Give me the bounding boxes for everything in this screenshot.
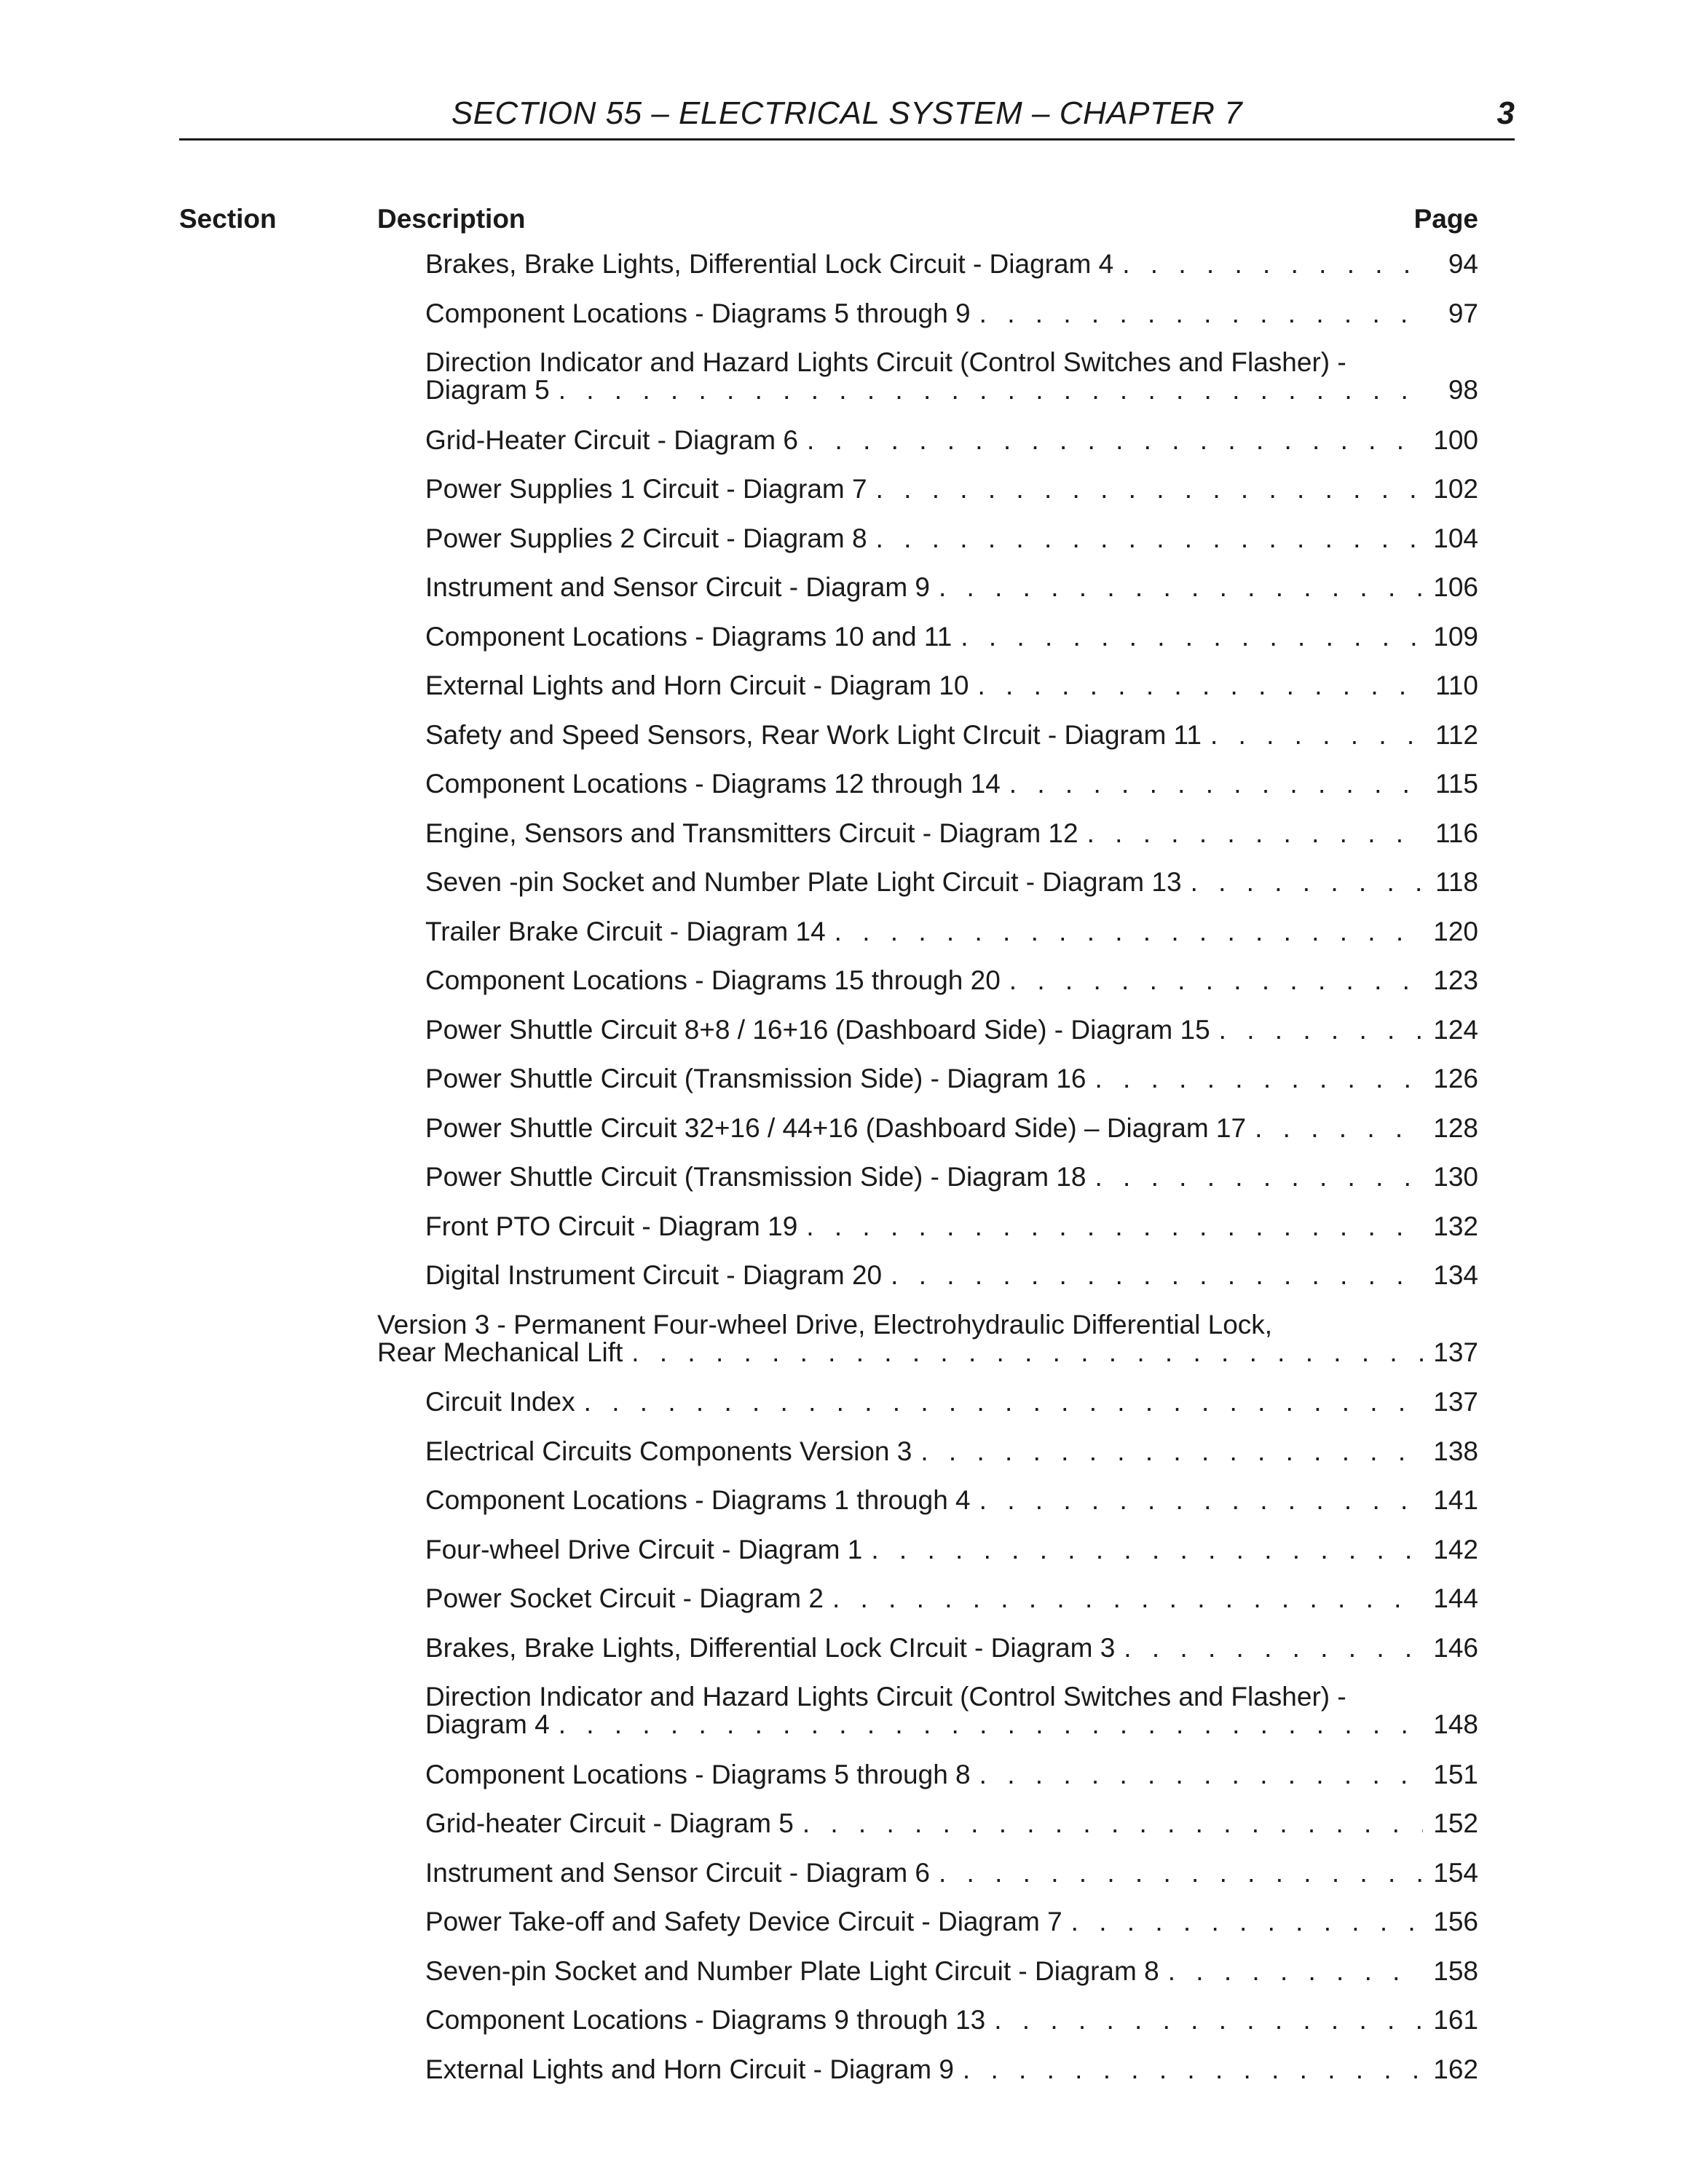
toc-page-number: 109 (1433, 621, 1478, 652)
dot-leader (961, 623, 1423, 651)
toc-entry (425, 1262, 1478, 1289)
toc-entry-text: Instrument and Sensor Circuit - Diagram 9 (425, 572, 930, 602)
page-title: SECTION 55 – ELECTRICAL SYSTEM – CHAPTER 7 (451, 95, 1243, 131)
toc-entry-text: Power Take-off and Safety Device Circuit - Diagram 7 (425, 1907, 1062, 1936)
toc-entry-text: Power Supplies 2 Circuit - Diagram 8 (425, 523, 867, 553)
dot-leader (1255, 1115, 1423, 1142)
toc-entry (425, 1112, 1478, 1143)
dot-leader (807, 427, 1423, 454)
dot-leader (1095, 1065, 1423, 1093)
toc-entry (425, 1810, 1478, 1837)
toc-entry (425, 1065, 1478, 1093)
column-header-description: Description (377, 204, 526, 234)
dot-leader (835, 918, 1423, 946)
toc-entry (425, 1536, 1478, 1564)
dot-leader (978, 672, 1424, 700)
dot-leader (1009, 967, 1423, 994)
toc-entry-text: Component Locations - Diagrams 5 through 9 (425, 298, 971, 328)
toc-page-number: 152 (1433, 1808, 1478, 1838)
toc-page-number: 112 (1435, 719, 1478, 750)
toc-entry-text: Electrical Circuits Components Version 3 (425, 1436, 912, 1466)
dot-leader (891, 1262, 1423, 1289)
dot-leader (559, 376, 1423, 404)
toc-entry-text: Component Locations - Diagrams 12 through 14 (425, 769, 1001, 799)
toc-entry (425, 525, 1478, 553)
dot-leader (1124, 1634, 1423, 1662)
toc-entry-text: Power Shuttle Circuit 8+8 / 16+16 (Dashboard Side) - Diagram 15 (425, 1014, 1210, 1045)
dot-leader (802, 1810, 1423, 1837)
dot-leader (979, 1487, 1423, 1514)
toc-entry-text: Four-wheel Drive Circuit - Diagram 1 (425, 1534, 863, 1564)
dot-leader (1219, 1016, 1423, 1044)
toc-page-number: 142 (1433, 1534, 1478, 1564)
toc-entry-text: Circuit Index (425, 1387, 575, 1417)
toc-page-number: 134 (1433, 1260, 1478, 1290)
dot-leader (1191, 869, 1423, 896)
toc-entry-text: Safety and Speed Sensors, Rear Work Light CIrcuit - Diagram 11 (425, 719, 1202, 750)
dot-leader (1095, 1163, 1423, 1191)
dot-leader (979, 1761, 1423, 1789)
column-header-section: Section (179, 204, 277, 234)
dot-leader (876, 525, 1423, 553)
toc-entry (425, 1163, 1478, 1191)
toc-entry-text: Component Locations - Diagrams 9 through 13 (425, 2005, 986, 2035)
toc-page-number: 148 (1433, 1709, 1478, 1739)
toc-entry (425, 1634, 1478, 1662)
toc-page-number: 132 (1433, 1211, 1478, 1241)
toc-page-number: 154 (1433, 1857, 1478, 1888)
dot-leader (979, 300, 1423, 328)
dot-leader (1168, 1958, 1423, 1985)
toc-page-number: 120 (1433, 916, 1478, 946)
page-header (179, 93, 1515, 141)
toc-entry-text: Power Shuttle Circuit 32+16 / 44+16 (Dashboard Side) – Diagram 17 (425, 1112, 1247, 1143)
toc-entry (425, 721, 1478, 749)
toc-entry-text: Component Locations - Diagrams 15 through 20 (425, 965, 1001, 995)
toc-page-number: 124 (1433, 1014, 1478, 1045)
toc-page-number: 106 (1433, 572, 1478, 602)
toc-page-number: 100 (1433, 424, 1478, 455)
toc-page-number: 97 (1448, 298, 1478, 328)
dot-leader (994, 2006, 1423, 2034)
toc-entry-text: Digital Instrument Circuit - Diagram 20 (425, 1260, 883, 1290)
toc-page-number: 141 (1433, 1485, 1478, 1515)
toc-page-number: 156 (1433, 1907, 1478, 1936)
column-header-page: Page (1413, 204, 1478, 234)
toc-page-number: 123 (1433, 965, 1478, 995)
toc-entry-text: Version 3 - Permanent Four-wheel Drive, Electrohydraulic Differential Lock, (377, 1309, 1273, 1340)
toc-entry-text: Diagram 5 (425, 375, 550, 405)
dot-leader (1087, 820, 1423, 847)
toc-entry-text: Trailer Brake Circuit - Diagram 14 (425, 916, 826, 946)
toc-page-number: 137 (1433, 1387, 1478, 1417)
toc-entry (425, 300, 1478, 328)
dot-leader (1071, 1908, 1423, 1936)
toc-entry-text: Grid-heater Circuit - Diagram 5 (425, 1808, 794, 1838)
toc-entry-text: Direction Indicator and Hazard Lights Circuit (Control Switches and Flasher) - (425, 1682, 1346, 1712)
toc-entry (425, 820, 1478, 847)
toc-entry-text: Component Locations - Diagrams 1 through 4 (425, 1485, 971, 1515)
dot-leader (832, 1585, 1423, 1613)
toc-page-number: 144 (1433, 1583, 1478, 1613)
dot-leader (806, 1213, 1423, 1241)
toc-entry-text: Direction Indicator and Hazard Lights Circuit (Control Switches and Flasher) - (425, 347, 1346, 377)
toc-page-number: 151 (1433, 1759, 1478, 1789)
toc-entry-text: Power Supplies 1 Circuit - Diagram 7 (425, 474, 867, 504)
dot-leader (1009, 770, 1423, 798)
toc-page-number: 162 (1433, 2054, 1478, 2084)
toc-page-number: 115 (1435, 769, 1478, 799)
toc-page-number: 161 (1433, 2005, 1478, 2035)
toc-entry (425, 623, 1478, 651)
toc-entry-text: Seven -pin Socket and Number Plate Light Circuit - Diagram 13 (425, 867, 1182, 897)
toc-entry-text: Power Shuttle Circuit (Transmission Side) - Diagram 16 (425, 1064, 1086, 1093)
toc-page-number: 116 (1435, 818, 1478, 848)
toc-entry-text: Grid-Heater Circuit - Diagram 6 (425, 424, 798, 455)
dot-leader (963, 2056, 1423, 2084)
toc-page-number: 146 (1433, 1632, 1478, 1663)
toc-entry (425, 1438, 1478, 1465)
toc-entry-text: Instrument and Sensor Circuit - Diagram 6 (425, 1857, 930, 1888)
toc-entry-text: Brakes, Brake Lights, Differential Lock CIrcuit - Diagram 3 (425, 1632, 1116, 1663)
toc-page-number: 102 (1433, 474, 1478, 504)
toc-page-number: 128 (1433, 1112, 1478, 1143)
toc-entry (425, 1585, 1478, 1613)
toc-entry-text: Diagram 4 (425, 1709, 550, 1739)
toc-page-number: 94 (1448, 249, 1478, 279)
dot-leader (559, 1711, 1423, 1738)
toc-entry (425, 672, 1478, 700)
dot-leader (920, 1438, 1423, 1465)
dot-leader (876, 475, 1423, 503)
toc-entry-text: External Lights and Horn Circuit - Diagram 9 (425, 2054, 954, 2084)
toc-entry (425, 250, 1478, 278)
toc-entry (425, 1213, 1478, 1241)
toc-entry-text: Power Shuttle Circuit (Transmission Side) - Diagram 18 (425, 1162, 1086, 1192)
toc-entry (425, 424, 1478, 455)
toc-entry (425, 574, 1478, 601)
dot-leader (871, 1536, 1423, 1564)
toc-page-number: 130 (1433, 1162, 1478, 1192)
toc-entry (425, 1859, 1478, 1887)
page-number: 3 (1496, 95, 1515, 131)
toc-entry (425, 1016, 1478, 1044)
toc-entry-text: Component Locations - Diagrams 10 and 11 (425, 621, 953, 652)
toc-section-entry (377, 1311, 1478, 1366)
toc-entry-text: Component Locations - Diagrams 5 through 8 (425, 1759, 971, 1789)
dot-leader (939, 574, 1423, 601)
toc-page-number: 137 (1433, 1337, 1478, 1367)
toc-page-number: 158 (1433, 1955, 1478, 1986)
toc-entry-text: Seven-pin Socket and Number Plate Light Circuit - Diagram 8 (425, 1955, 1159, 1986)
dot-leader (584, 1388, 1423, 1416)
dot-leader (939, 1859, 1423, 1887)
dot-leader (631, 1339, 1423, 1366)
toc-entry (425, 2056, 1478, 2084)
toc-entry-text: Brakes, Brake Lights, Differential Lock Circuit - Diagram 4 (425, 249, 1114, 279)
toc-entry-text: Engine, Sensors and Transmitters Circuit - Diagram 12 (425, 818, 1078, 848)
toc-entry (425, 2006, 1478, 2034)
toc-entry (425, 1487, 1478, 1514)
toc-entry-text: Front PTO Circuit - Diagram 19 (425, 1211, 798, 1241)
toc-entry (425, 918, 1478, 946)
toc-entry-text: External Lights and Horn Circuit - Diagram 10 (425, 670, 969, 700)
toc-page-number: 110 (1435, 670, 1478, 700)
toc-entry (425, 1761, 1478, 1789)
toc-entry (425, 1908, 1478, 1936)
toc-page-number: 98 (1448, 375, 1478, 405)
toc-entry (425, 770, 1478, 798)
toc-entry (425, 967, 1478, 994)
toc-page-number: 138 (1433, 1436, 1478, 1466)
toc-page-number: 126 (1433, 1064, 1478, 1093)
toc-entry (425, 1683, 1478, 1738)
toc-entry (425, 349, 1478, 404)
dot-leader (1122, 250, 1423, 278)
toc-entry (425, 869, 1478, 896)
toc-entry (425, 1955, 1478, 1986)
toc-entry (425, 1388, 1478, 1416)
toc-entry (425, 475, 1478, 503)
dot-leader (1210, 721, 1423, 749)
toc-page-number: 104 (1433, 523, 1478, 553)
toc-entry-text: Power Socket Circuit - Diagram 2 (425, 1583, 824, 1613)
toc-entry-text: Rear Mechanical Lift (377, 1337, 623, 1367)
toc-page-number: 118 (1435, 867, 1478, 897)
